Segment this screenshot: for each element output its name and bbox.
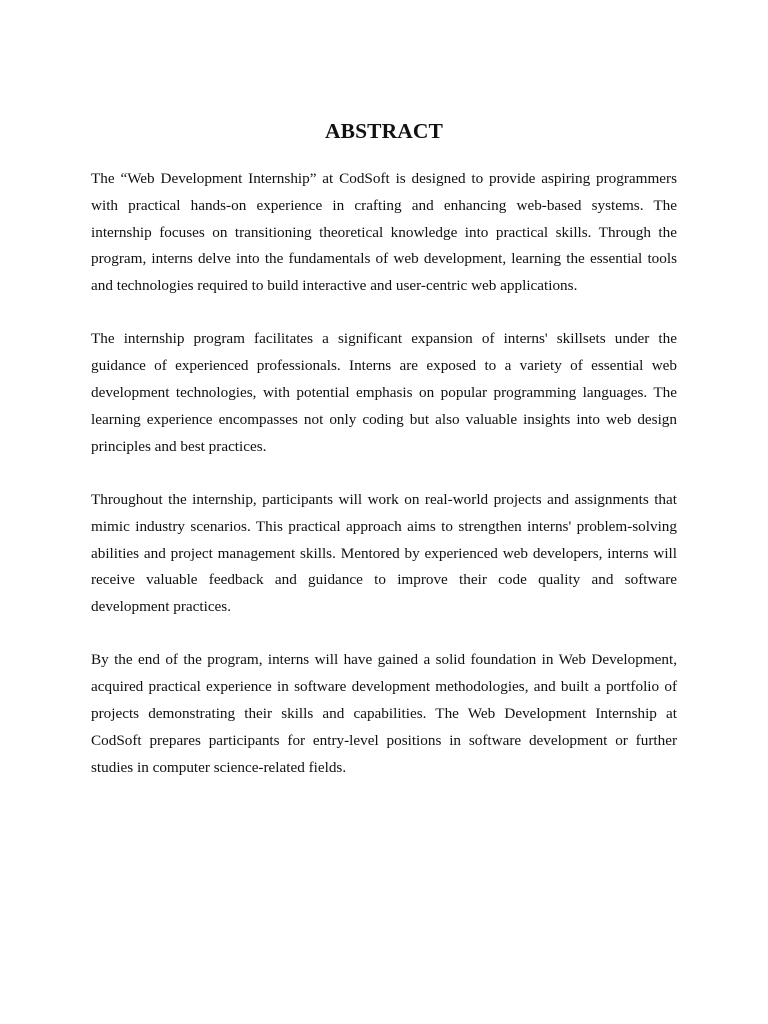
paragraph-2: The internship program facilitates a significant expansion of interns' skillsets under the guidance of experienced professionals. Interns are exposed to a variety of essential web development technologies, with potential emphasis on popular programming languages. The learning experience encompasses not only coding but also valuable insights into web design principles and best practices. <box>91 330 677 455</box>
page-title: ABSTRACT <box>325 119 443 143</box>
paragraph-3: Throughout the internship, participants will work on real-world projects and assignments that mimic industry scenarios. This practical approach aims to strengthen interns' problem-solving abilities and project management skills. Mentored by experienced web developers, interns will receive valuable feedback and guidance to improve their code quality and software development practices. <box>91 490 677 616</box>
paragraph-1: The “Web Development Internship” at CodSoft is designed to provide aspiring programmers with practical hands-on experience in crafting and enhancing web-based systems. The internship focuses on transitioning theoretical knowledge into practical skills. Through the program, interns delve into the fundamentals of web development, learning the essential tools and technologies required to build interactive and user-centric web applications. <box>91 170 677 295</box>
abstract-body <box>91 166 677 808</box>
paragraph-4: By the end of the program, interns will have gained a solid foundation in Web Development, acquired practical experience in software development methodologies, and built a portfolio of projects demonstrating their skills and capabilities. The Web Development Internship at CodSoft prepares participants for entry-level positions in software development or further studies in computer science-related fields. <box>91 651 677 776</box>
